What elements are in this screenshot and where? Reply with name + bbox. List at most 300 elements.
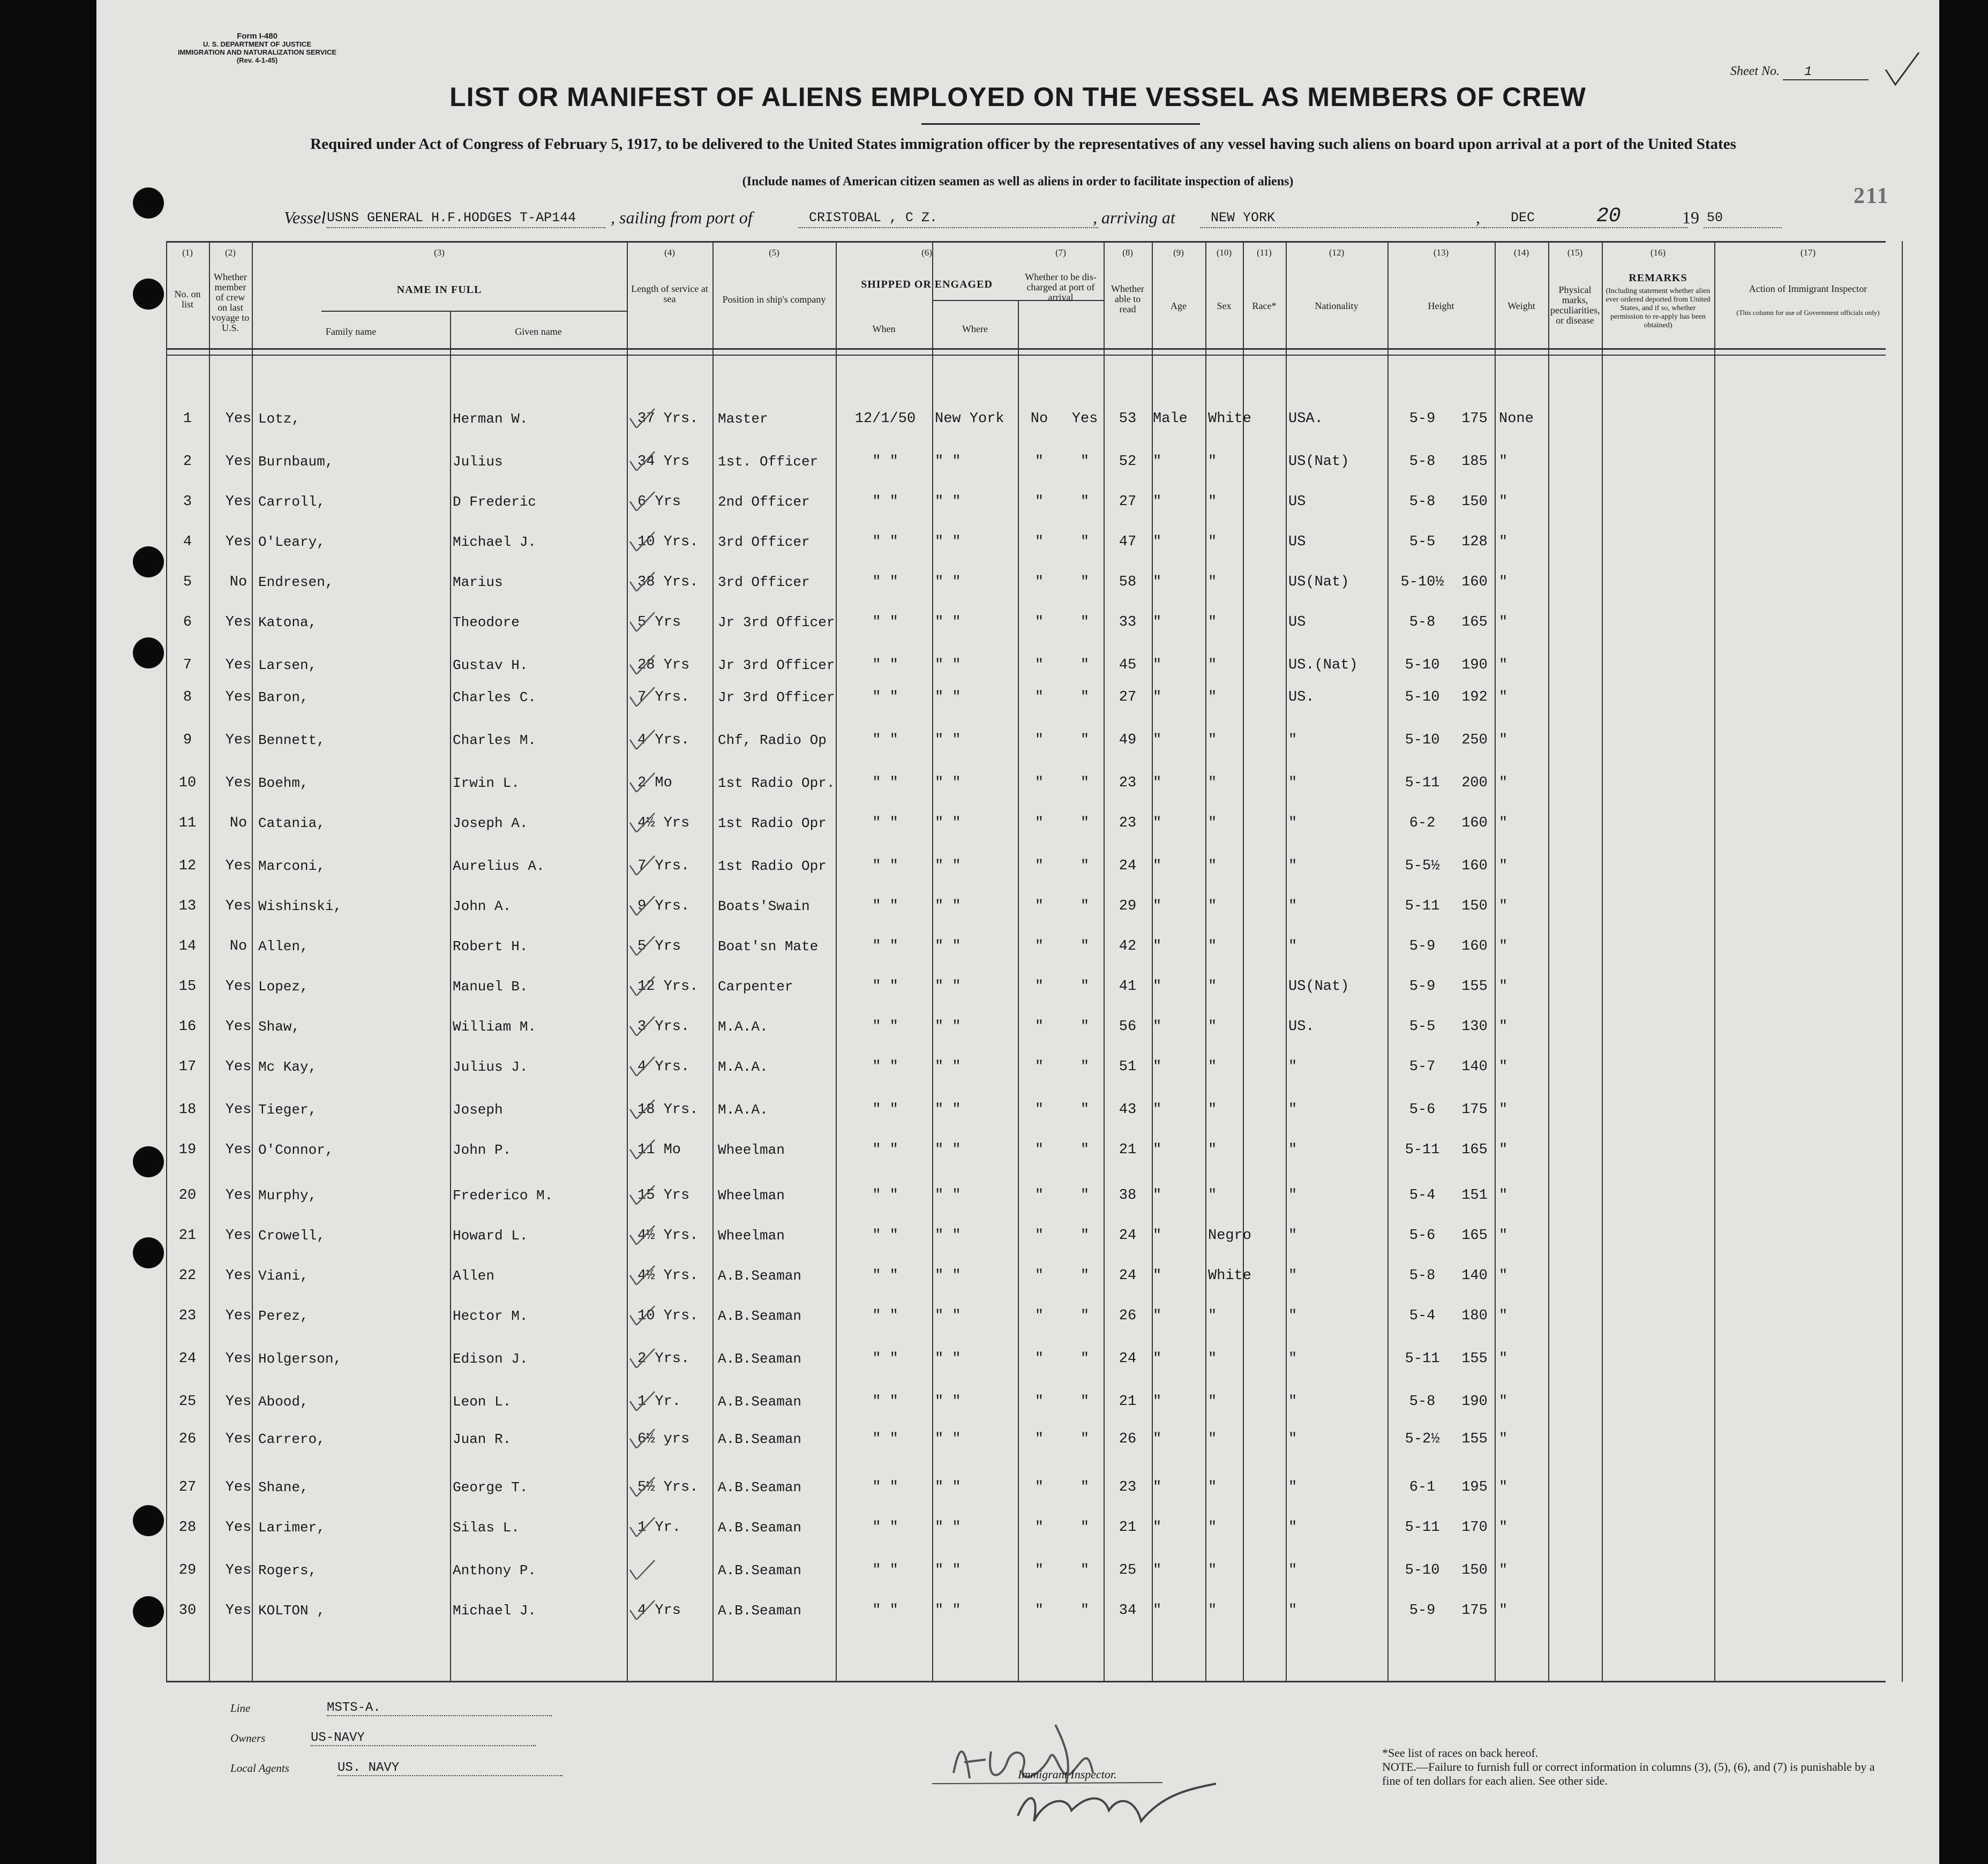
crew-no: 18 — [178, 1102, 197, 1118]
crew-age: 34 — [1119, 1603, 1137, 1619]
crew-nationality: " — [1288, 1394, 1297, 1410]
crew-service: 18 Yrs. — [637, 1102, 699, 1118]
crew-where: " " — [935, 1228, 961, 1244]
crew-read: " — [1080, 1019, 1090, 1035]
crew-height: 5-9 — [1409, 1603, 1436, 1619]
crew-no: 16 — [178, 1019, 197, 1035]
crew-discharged: " — [1034, 1479, 1044, 1495]
crew-marks: " — [1499, 1187, 1508, 1204]
crew-height: 5-7 — [1409, 1059, 1436, 1075]
crew-weight: 175 — [1461, 411, 1488, 427]
crew-given: Marius — [453, 574, 503, 590]
crew-age: 51 — [1119, 1059, 1137, 1075]
crew-nationality: US — [1288, 534, 1306, 550]
crew-height: 5-6 — [1409, 1228, 1436, 1244]
crew-weight: 190 — [1461, 1394, 1488, 1410]
crew-family: Viani, — [258, 1268, 309, 1284]
crew-when: " " — [872, 1431, 898, 1447]
crew-member: Yes — [225, 411, 252, 427]
header-shipped-engaged: SHIPPED OR ENGAGED — [861, 279, 993, 290]
crew-when: " " — [872, 1479, 898, 1495]
column-number: (17) — [1800, 247, 1816, 258]
crew-family: Bennett, — [258, 732, 325, 748]
crew-race: " — [1208, 732, 1217, 748]
line-label: Line — [230, 1702, 251, 1715]
crew-service: 4 Yrs. — [637, 732, 690, 748]
crew-no: 22 — [178, 1268, 197, 1284]
crew-family: Catania, — [258, 815, 325, 831]
checkmark-icon — [627, 1389, 659, 1411]
column-number: (3) — [434, 247, 445, 258]
crew-when: " " — [872, 898, 898, 914]
crew-service: 5 Yrs — [637, 614, 681, 630]
crew-family: Murphy, — [258, 1187, 317, 1204]
crew-marks: " — [1499, 858, 1508, 874]
crew-position: Wheelman — [718, 1142, 785, 1158]
column-number: (7) — [1055, 247, 1066, 258]
crew-position: 1st Radio Opr — [718, 858, 827, 874]
punch-hole — [133, 1237, 164, 1268]
punch-hole — [133, 1505, 164, 1536]
crew-when: " " — [872, 689, 898, 705]
crew-sex: " — [1153, 454, 1162, 470]
crew-sex: " — [1153, 938, 1162, 954]
crew-position: A.B.Seaman — [718, 1394, 802, 1410]
checkmark-icon — [627, 1183, 659, 1205]
crew-discharged: " — [1034, 1308, 1044, 1324]
crew-marks: " — [1499, 534, 1508, 550]
crew-position: 1st Radio Opr — [718, 815, 827, 831]
crew-age: 24 — [1119, 858, 1137, 874]
crew-weight: 165 — [1461, 1142, 1488, 1158]
crew-read: " — [1080, 1351, 1090, 1367]
crew-given: Aurelius A. — [453, 858, 545, 874]
crew-given: Howard L. — [453, 1228, 528, 1244]
crew-family: Allen, — [258, 938, 309, 954]
title-underline — [921, 123, 1200, 125]
crew-service: 6 Yrs — [637, 494, 681, 510]
line-value: MSTS-A. — [327, 1701, 552, 1716]
crew-age: 41 — [1119, 979, 1137, 995]
crew-discharged: No — [1030, 411, 1048, 427]
crew-no: 2 — [183, 454, 192, 470]
crew-nationality: " — [1288, 1102, 1297, 1118]
crew-no: 12 — [178, 858, 197, 874]
crew-position: A.B.Seaman — [718, 1431, 802, 1447]
crew-where: " " — [935, 775, 961, 791]
crew-given: Frederico M. — [453, 1187, 553, 1204]
column-number: (15) — [1567, 247, 1583, 258]
checkmark-icon — [627, 894, 659, 915]
crew-marks: " — [1499, 938, 1508, 954]
crew-when: " " — [872, 732, 898, 748]
crew-age: 29 — [1119, 898, 1137, 914]
crew-age: 56 — [1119, 1019, 1137, 1035]
crew-given: D Frederic — [453, 494, 537, 510]
crew-where: " " — [935, 979, 961, 995]
crew-family: Lopez, — [258, 979, 309, 995]
crew-where: " " — [935, 454, 961, 470]
crew-marks: " — [1499, 1308, 1508, 1324]
crew-position: A.B.Seaman — [718, 1268, 802, 1284]
crew-discharged: " — [1034, 534, 1044, 550]
crew-nationality: " — [1288, 898, 1297, 914]
crew-read: " — [1080, 614, 1090, 630]
crew-weight: 165 — [1461, 614, 1488, 630]
crew-when: " " — [872, 1102, 898, 1118]
arrival-month: DEC — [1484, 210, 1687, 228]
crew-nationality: " — [1288, 1520, 1297, 1536]
crew-read: " — [1080, 1431, 1090, 1447]
crew-weight: 250 — [1461, 732, 1488, 748]
crew-when: " " — [872, 1268, 898, 1284]
crew-nationality: US — [1288, 494, 1306, 510]
crew-position: Jr 3rd Officer — [718, 657, 835, 673]
crew-height: 5-5 — [1409, 1019, 1436, 1035]
crew-height: 5-9 — [1409, 938, 1436, 954]
crew-member: Yes — [225, 1268, 252, 1284]
crew-given: William M. — [453, 1019, 537, 1035]
crew-no: 28 — [178, 1520, 197, 1536]
crew-given: Joseph — [453, 1102, 503, 1118]
race-note: *See list of races on back hereof. — [1382, 1746, 1539, 1760]
crew-when: " " — [872, 1603, 898, 1619]
crew-where: " " — [935, 1019, 961, 1035]
crew-marks: " — [1499, 1059, 1508, 1075]
crew-read: " — [1080, 815, 1090, 831]
checkmark-icon — [627, 811, 659, 832]
crew-age: 23 — [1119, 775, 1137, 791]
crew-race: " — [1208, 979, 1217, 995]
checkmark-icon — [627, 1055, 659, 1076]
crew-weight: 155 — [1461, 1431, 1488, 1447]
crew-no: 19 — [178, 1142, 197, 1158]
crew-read: " — [1080, 1142, 1090, 1158]
crew-discharged: " — [1034, 815, 1044, 831]
checkmark-icon — [627, 728, 659, 749]
crew-weight: 192 — [1461, 689, 1488, 705]
owners-label: Owners — [230, 1732, 266, 1745]
penalty-note: NOTE.—Failure to furnish full or correct information in columns (3), (5), (6), and (7) is punishable by a fine of ten dollars for each alien. See other side. — [1382, 1760, 1875, 1787]
crew-weight: 150 — [1461, 1562, 1488, 1579]
vessel-name: USNS GENERAL H.F.HODGES T-AP144 — [327, 210, 605, 228]
sailing-label: , sailing from port of — [611, 208, 753, 227]
crew-height: 5-11 — [1405, 898, 1440, 914]
header-length-of-service: Length of service at sea — [631, 283, 708, 304]
crew-height: 5-2½ — [1405, 1431, 1440, 1447]
crew-marks: " — [1499, 1142, 1508, 1158]
crew-member: Yes — [225, 1394, 252, 1410]
crew-nationality: " — [1288, 1228, 1297, 1244]
crew-given: Herman W. — [453, 411, 528, 427]
crew-family: Endresen, — [258, 574, 334, 590]
crew-height: 5-9 — [1409, 979, 1436, 995]
crew-height: 5-8 — [1409, 614, 1436, 630]
crew-given: Irwin L. — [453, 775, 520, 791]
crew-family: O'Leary, — [258, 534, 325, 550]
form-identifier — [177, 32, 337, 64]
crew-family: Marconi, — [258, 858, 325, 874]
crew-nationality: US(Nat) — [1288, 979, 1349, 995]
crew-where: " " — [935, 1431, 961, 1447]
agents-label: Local Agents — [230, 1762, 289, 1775]
crew-weight: 130 — [1461, 1019, 1488, 1035]
crew-discharged: " — [1034, 858, 1044, 874]
header-action: Action of Immigrant Inspector — [1749, 283, 1867, 294]
crew-member: Yes — [225, 1187, 252, 1204]
punch-hole — [133, 279, 164, 310]
column-number: (2) — [225, 247, 236, 258]
crew-marks: " — [1499, 1431, 1508, 1447]
crew-discharged: " — [1034, 938, 1044, 954]
crew-when: " " — [872, 815, 898, 831]
crew-when: " " — [872, 534, 898, 550]
crew-family: Larimer, — [258, 1520, 325, 1536]
crew-marks: " — [1499, 898, 1508, 914]
crew-discharged: " — [1034, 614, 1044, 630]
crew-height: 5-10 — [1405, 1562, 1440, 1579]
crew-height: 5-8 — [1409, 494, 1436, 510]
crew-family: Larsen, — [258, 657, 317, 673]
crew-where: " " — [935, 494, 961, 510]
crew-family: Katona, — [258, 614, 317, 630]
crew-race: " — [1208, 1394, 1217, 1410]
crew-when: " " — [872, 1228, 898, 1244]
crew-nationality: " — [1288, 1351, 1297, 1367]
crew-no: 7 — [183, 657, 192, 673]
crew-age: 21 — [1119, 1142, 1137, 1158]
include-note: (Include names of American citizen seamen as well as aliens in order to facilitate inspection of aliens) — [742, 175, 1294, 189]
crew-age: 27 — [1119, 494, 1137, 510]
crew-weight: 155 — [1461, 979, 1488, 995]
crew-discharged: " — [1034, 1394, 1044, 1410]
crew-service: 4½ Yrs. — [637, 1268, 699, 1284]
column-number: (6) — [921, 247, 932, 258]
crew-height: 5-11 — [1405, 1142, 1440, 1158]
crew-marks: " — [1499, 1562, 1508, 1579]
crew-age: 38 — [1119, 1187, 1137, 1204]
crew-read: " — [1080, 454, 1090, 470]
crew-no: 6 — [183, 614, 192, 630]
crew-where: " " — [935, 1142, 961, 1158]
crew-read: " — [1080, 1520, 1090, 1536]
checkmark-icon — [627, 934, 659, 956]
crew-read: " — [1080, 1394, 1090, 1410]
checkmark-icon — [627, 1014, 659, 1036]
header-nationality: Nationality — [1315, 300, 1359, 311]
crew-marks: " — [1499, 775, 1508, 791]
crew-race: " — [1208, 898, 1217, 914]
crew-service: 5½ Yrs. — [637, 1479, 699, 1495]
crew-sex: " — [1153, 689, 1162, 705]
crew-where: " " — [935, 689, 961, 705]
crew-position: A.B.Seaman — [718, 1479, 802, 1495]
crew-sex: " — [1153, 1059, 1162, 1075]
column-number: (10) — [1216, 247, 1232, 258]
checkmark-icon — [627, 610, 659, 632]
crew-no: 9 — [183, 732, 192, 748]
checkmark-icon — [627, 771, 659, 792]
crew-position: Carpenter — [718, 979, 793, 995]
crew-when: " " — [872, 614, 898, 630]
crew-nationality: " — [1288, 1268, 1297, 1284]
checkmark-icon — [627, 570, 659, 591]
crew-sex: Male — [1153, 411, 1188, 427]
crew-when: " " — [872, 1351, 898, 1367]
crew-read: " — [1080, 534, 1090, 550]
sheet-number — [1730, 64, 1869, 80]
crew-height: 5-8 — [1409, 454, 1436, 470]
crew-service: 2 Yrs. — [637, 1351, 690, 1367]
crew-where: " " — [935, 1268, 961, 1284]
punch-hole — [133, 1146, 164, 1177]
crew-marks: " — [1499, 1394, 1508, 1410]
crew-member: Yes — [225, 657, 252, 673]
crew-sex: " — [1153, 1562, 1162, 1579]
column-number: (1) — [182, 247, 193, 258]
crew-read: " — [1080, 494, 1090, 510]
crew-family: Perez, — [258, 1308, 309, 1324]
crew-race: " — [1208, 1187, 1217, 1204]
crew-member: Yes — [225, 1308, 252, 1324]
crew-marks: " — [1499, 732, 1508, 748]
crew-discharged: " — [1034, 1228, 1044, 1244]
crew-discharged: " — [1034, 1603, 1044, 1619]
crew-discharged: " — [1034, 1431, 1044, 1447]
crew-given: Manuel B. — [453, 979, 528, 995]
to-port: NEW YORK — [1200, 210, 1484, 228]
column-number: (14) — [1513, 247, 1529, 258]
crew-nationality: " — [1288, 1142, 1297, 1158]
checkmark-icon — [627, 1515, 659, 1537]
crew-given: Charles M. — [453, 732, 537, 748]
crew-member: Yes — [225, 1351, 252, 1367]
crew-height: 5-11 — [1405, 1351, 1440, 1367]
crew-nationality: US. — [1288, 689, 1315, 705]
crew-read: " — [1080, 898, 1090, 914]
crew-service: 4½ Yrs — [637, 815, 690, 831]
crew-sex: " — [1153, 1603, 1162, 1619]
crew-age: 47 — [1119, 534, 1137, 550]
header-family-name: Family name — [325, 326, 377, 337]
crew-nationality: " — [1288, 775, 1297, 791]
service-name: IMMIGRATION AND NATURALIZATION SERVICE — [177, 48, 337, 56]
crew-race: " — [1208, 938, 1217, 954]
crew-service: 4 Yrs. — [637, 1059, 690, 1075]
crew-sex: " — [1153, 657, 1162, 673]
crew-marks: " — [1499, 1479, 1508, 1495]
crew-family: Baron, — [258, 689, 309, 705]
crew-no: 10 — [178, 775, 197, 791]
crew-marks: " — [1499, 1102, 1508, 1118]
crew-service: 37 Yrs. — [637, 411, 699, 427]
crew-age: 53 — [1119, 411, 1137, 427]
crew-sex: " — [1153, 1431, 1162, 1447]
crew-when: " " — [872, 938, 898, 954]
crew-where: " " — [935, 1187, 961, 1204]
crew-family: Mc Kay, — [258, 1059, 317, 1075]
crew-given: Anthony P. — [453, 1562, 537, 1579]
crew-read: " — [1080, 858, 1090, 874]
column-number: (12) — [1329, 247, 1345, 258]
crew-sex: " — [1153, 1520, 1162, 1536]
checkmark-icon — [627, 1304, 659, 1325]
crew-member: Yes — [225, 775, 252, 791]
crew-when: " " — [872, 1019, 898, 1035]
crew-marks: " — [1499, 657, 1508, 673]
crew-nationality: " — [1288, 938, 1297, 954]
crew-race: " — [1208, 1431, 1217, 1447]
crew-when: " " — [872, 494, 898, 510]
header-age: Age — [1171, 300, 1187, 311]
crew-height: 5-10 — [1405, 732, 1440, 748]
crew-nationality: " — [1288, 1479, 1297, 1495]
crew-weight: 140 — [1461, 1268, 1488, 1284]
crew-member: Yes — [225, 979, 252, 995]
crew-service: 38 Yrs. — [637, 574, 699, 590]
crew-age: 33 — [1119, 614, 1137, 630]
crew-age: 25 — [1119, 1562, 1137, 1579]
crew-race: " — [1208, 1308, 1217, 1324]
crew-read: " — [1080, 1268, 1090, 1284]
voyage-line: Vessel USNS GENERAL H.F.HODGES T-AP144 , sailing from port of CRISTOBAL , C Z. , arriving at NEW YORK , DEC 20 19 50 — [284, 208, 1864, 229]
crew-weight: 170 — [1461, 1520, 1488, 1536]
crew-height: 5-11 — [1405, 775, 1440, 791]
crew-given: Edison J. — [453, 1351, 528, 1367]
crew-given: Michael J. — [453, 1603, 537, 1619]
crew-service: 10 Yrs. — [637, 534, 699, 550]
agents-value: US. NAVY — [337, 1761, 562, 1776]
crew-member: No — [229, 815, 247, 831]
crew-weight: 128 — [1461, 534, 1488, 550]
crew-race: " — [1208, 689, 1217, 705]
crew-given: Allen — [453, 1268, 495, 1284]
crew-position: Master — [718, 411, 768, 427]
checkmark-icon — [627, 1138, 659, 1159]
manifest-sheet — [96, 0, 1939, 1864]
crew-read: " — [1080, 979, 1090, 995]
crew-position: Jr 3rd Officer — [718, 689, 835, 705]
header-action-note: (This column for use of Government officials only) — [1736, 309, 1880, 317]
crew-race: " — [1208, 454, 1217, 470]
crew-position: M.A.A. — [718, 1102, 768, 1118]
checkmark-icon — [627, 1347, 659, 1368]
checkmark-icon — [627, 449, 659, 471]
crew-member: Yes — [225, 1059, 252, 1075]
crew-read: Yes — [1071, 411, 1098, 427]
crew-position: M.A.A. — [718, 1019, 768, 1035]
crew-discharged: " — [1034, 1562, 1044, 1579]
crew-race: " — [1208, 858, 1217, 874]
header-position: Position in ship's company — [722, 294, 826, 305]
crew-sex: " — [1153, 494, 1162, 510]
crew-nationality: US(Nat) — [1288, 574, 1349, 590]
crew-age: 27 — [1119, 689, 1137, 705]
header-discharged: Whether to be dis-charged at port of arrival — [1025, 272, 1097, 303]
crew-family: Tieger, — [258, 1102, 317, 1118]
crew-sex: " — [1153, 898, 1162, 914]
checkmark-icon — [627, 1475, 659, 1497]
crew-when: " " — [872, 1187, 898, 1204]
crew-weight: 150 — [1461, 898, 1488, 914]
header-where: Where — [962, 324, 988, 334]
crew-marks: " — [1499, 1603, 1508, 1619]
crew-sex: " — [1153, 815, 1162, 831]
crew-discharged: " — [1034, 574, 1044, 590]
crew-service: 4 Yrs — [637, 1603, 681, 1619]
crew-when: " " — [872, 574, 898, 590]
crew-read: " — [1080, 1479, 1090, 1495]
